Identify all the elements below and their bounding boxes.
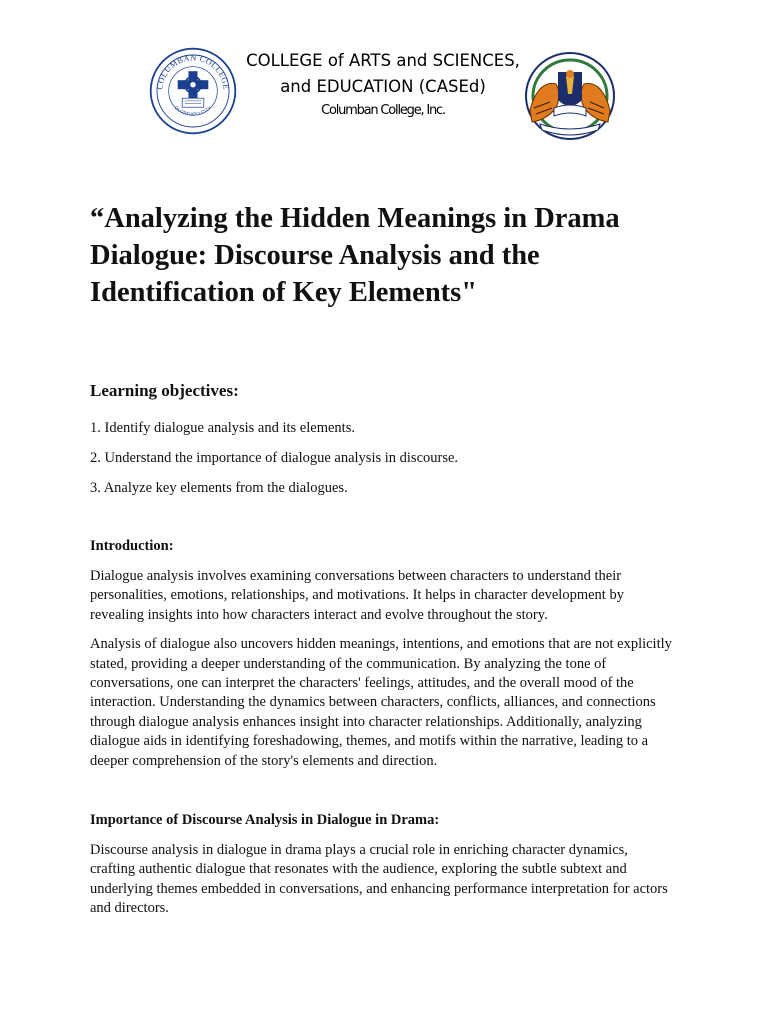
document-title: “Analyzing the Hidden Meanings in Drama Dialogue: Discourse Analysis and the Identification of Key Elements" xyxy=(90,203,620,308)
introduction-paragraph: Dialogue analysis involves examining conversations between characters to understand their personalities, emotions, relationships, and motivations. It helps in character development by revealing insights into how characters interact and evolve throughout the story. xyxy=(90,568,624,623)
college-name-line1: COLLEGE of ARTS and SCIENCES, xyxy=(246,51,520,70)
college-name-line2: and EDUCATION (CASEd) xyxy=(280,77,486,96)
college-name-block xyxy=(230,48,536,120)
importance-paragraph: Discourse analysis in dialogue in drama plays a crucial role in enriching character dynamics, crafting authentic dialogue that resonates with the audience, exploring the subtle subtext and underlying themes embedded in conversations, and enhancing performance interpretation for actors and directors. xyxy=(90,842,668,917)
learning-objectives-heading: Learning objectives: xyxy=(90,381,239,400)
importance-heading: Importance of Discourse Analysis in Dialogue in Drama: xyxy=(90,812,440,829)
introduction-heading: Introduction: xyxy=(90,538,174,554)
document-body xyxy=(90,200,675,919)
left-seal-bottom-text: OLONGAPO CITY xyxy=(173,105,213,117)
objective-item: 1. Identify dialogue analysis and its elements. xyxy=(90,420,355,436)
objective-item: 3. Analyze key elements from the dialogues. xyxy=(90,480,348,496)
letterhead xyxy=(0,40,768,150)
introduction-paragraph: Analysis of dialogue also uncovers hidden meanings, intentions, and emotions that are not explicitly stated, providing a deeper understanding of the communication. By analyzing the tone of conversations, one can interpret the characters' feelings, attitudes, and the overall mood of the interaction. Understanding the dynamics between characters, conflicts, alliances, and connections through dialogue analysis enhances insight into character relationships. Additionally, analyzing dialogue aids in identifying foreshadowing, themes, and motifs within the narrative, leading to a deeper comprehension of the story's elements and direction. xyxy=(90,636,672,769)
tigers-crest-icon xyxy=(520,50,620,142)
institution-name: Columban College, Inc. xyxy=(321,103,445,118)
left-seal-top-text: COLUMBAN COLLEGE xyxy=(155,53,231,91)
objective-item: 2. Understand the importance of dialogue analysis in discourse. xyxy=(90,450,459,466)
cross-seal-icon xyxy=(148,46,238,136)
